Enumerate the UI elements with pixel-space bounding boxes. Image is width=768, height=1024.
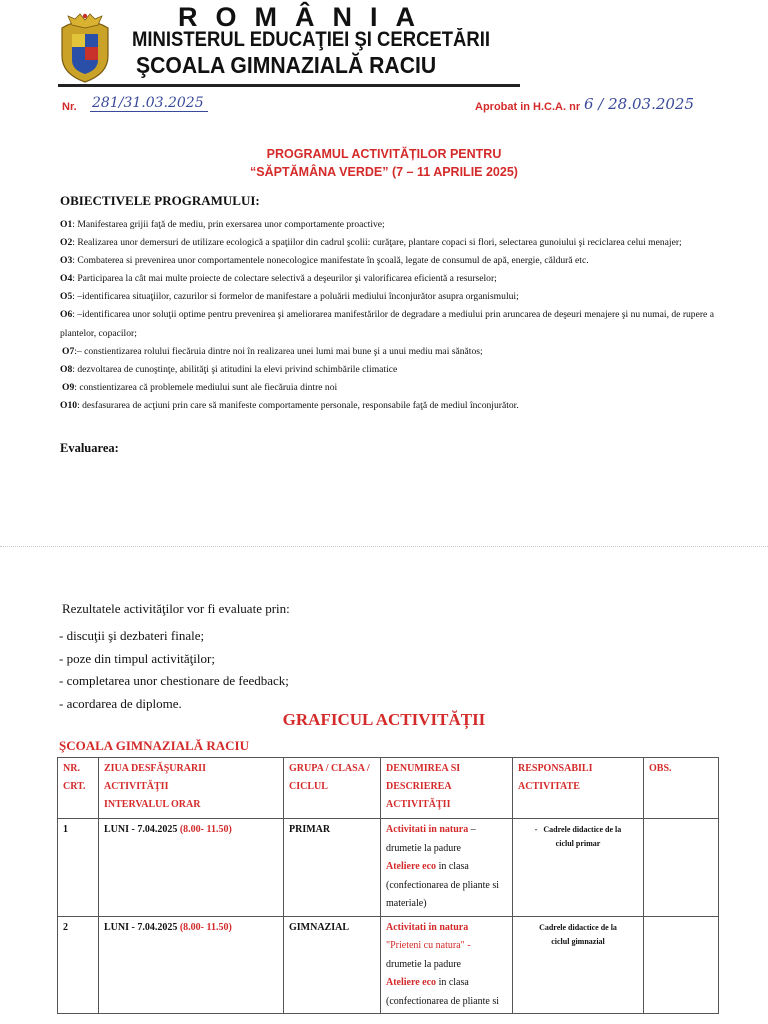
objective-code: O7 bbox=[62, 345, 75, 357]
schedule-title: GRAFICUL ACTIVITĂȚII bbox=[282, 710, 486, 729]
objective-code: O6 bbox=[60, 309, 73, 321]
objective-item bbox=[60, 397, 730, 415]
objective-text: : desfasurarea de acţiuni prin care să manifeste comportamente personale, responsabile faţă de mediul înconjurător. bbox=[77, 399, 519, 411]
romanian-coat-of-arms-icon bbox=[58, 10, 112, 84]
evaluation-intro: Rezultatele activităţilor vor fi evaluate prin: bbox=[62, 601, 290, 616]
objective-item bbox=[60, 252, 730, 270]
objective-code: O5 bbox=[60, 291, 73, 303]
table-header-row bbox=[58, 758, 719, 819]
program-title-line1: PROGRAMUL ACTIVITĂȚILOR PENTRU bbox=[266, 147, 502, 161]
row-group: PRIMAR bbox=[284, 819, 381, 917]
column-header-responsible: RESPONSABILI ACTIVITATE bbox=[513, 758, 644, 819]
objective-item bbox=[60, 234, 730, 252]
objective-code: O8 bbox=[60, 363, 73, 375]
objective-item bbox=[60, 361, 730, 379]
objective-item bbox=[60, 343, 730, 361]
approval-handwritten: 6 / 28.03.2025 bbox=[584, 95, 695, 113]
objective-code: O3 bbox=[60, 255, 73, 267]
table-row bbox=[58, 819, 719, 917]
row-obs bbox=[644, 916, 719, 1014]
objective-item bbox=[60, 216, 730, 234]
schedule-school-name: ŞCOALA GIMNAZIALĂ RACIU bbox=[59, 738, 249, 753]
column-header-nr: NR. CRT. bbox=[58, 758, 99, 819]
objective-text: : Manifestarea grijii faţă de mediu, prin exersarea unor comportamente proactive; bbox=[72, 219, 385, 230]
program-title-line2: “SĂPTĂMÂNA VERDE” (7 – 11 APRILIE 2025) bbox=[250, 165, 518, 179]
objective-text: : Combaterea si prevenirea unor comportamentele nonecologice manifestate în şcoală, legate de consumul de apă, energie, căldură etc. bbox=[72, 255, 589, 267]
objective-text: :– constientizarea rolului fiecăruia dintre noi în realizarea unei lumi mai bune şi a unui mediu mai sănătos; bbox=[74, 345, 483, 357]
evaluation-methods-list bbox=[59, 625, 289, 715]
evaluation-method: - discuţii şi dezbateri finale; bbox=[59, 628, 205, 643]
objective-code: O1 bbox=[60, 219, 73, 230]
table-row bbox=[58, 916, 719, 1014]
row-responsible: Cadrele didactice de la ciclul gimnazial bbox=[513, 916, 644, 1014]
evaluation-method: - poze din timpul activităţilor; bbox=[59, 650, 215, 666]
objective-text: : Participarea la cât mai multe proiecte de colectare selectivă a deşeurilor şi valorificarea eficientă a resurselor; bbox=[72, 273, 497, 285]
row-nr: 1 bbox=[58, 819, 99, 917]
objective-text: : –identificarea unor soluţii optime pentru prevenirea şi ameliorarea manifestărilor de degradare a mediului prin aruncarea de deşeuri menajere şi nu numai, de rupere a plantelor, copacilor; bbox=[60, 309, 714, 339]
column-header-day: ZIUA DESFĂŞURARII ACTIVITĂŢII INTERVALUL ORAR bbox=[99, 758, 284, 819]
objective-text: : dezvoltarea de cunoştinţe, abilităţi şi atitudini la elevi privind schimbările climatice bbox=[72, 363, 398, 375]
objective-code: O2 bbox=[60, 237, 73, 249]
header-divider bbox=[58, 84, 520, 87]
evaluation-method: - completarea unor chestionare de feedback; bbox=[59, 673, 289, 688]
dotted-divider bbox=[0, 546, 768, 547]
row-day: LUNI - 7.04.2025 (8.00- 11.50) bbox=[99, 916, 284, 1014]
objective-item bbox=[60, 306, 730, 342]
objective-code: O4 bbox=[60, 273, 73, 285]
row-responsible: - Cadrele didactice de la ciclul primar bbox=[513, 819, 644, 917]
objective-item bbox=[60, 379, 730, 397]
objective-item bbox=[60, 270, 730, 288]
row-activity: Activitati in natura "Prieteni cu natura" - drumetie la padure Ateliere eco in clasa (confectionarea de pliante si bbox=[381, 916, 513, 1014]
registration-number-handwritten: 281/31.03.2025 bbox=[90, 95, 208, 112]
objective-code: O9 bbox=[62, 381, 75, 393]
row-day: LUNI - 7.04.2025 (8.00- 11.50) bbox=[99, 819, 284, 917]
objective-code: O10 bbox=[60, 399, 78, 411]
row-time: (8.00- 11.50) bbox=[179, 921, 232, 933]
objectives-list bbox=[60, 216, 730, 415]
column-header-activity: DENUMIREA SI DESCRIEREA ACTIVITĂŢII bbox=[381, 758, 513, 819]
column-header-group: GRUPA / CLASA / CICLUL bbox=[284, 758, 381, 819]
row-obs bbox=[644, 819, 719, 917]
objective-text: : Realizarea unor demersuri de utilizare ecologică a spaţiilor din cadrul şcolii: curăţare, plantare copaci si flori, selectarea gunoiului şi reciclarea celui menajer; bbox=[72, 237, 682, 249]
row-group: GIMNAZIAL bbox=[284, 916, 381, 1014]
evaluation-heading: Evaluarea: bbox=[60, 441, 119, 455]
row-nr: 2 bbox=[58, 916, 99, 1014]
objectives-heading: OBIECTIVELE PROGRAMULUI: bbox=[60, 193, 260, 208]
evaluation-method: - acordarea de diplome. bbox=[59, 695, 182, 711]
objective-item bbox=[60, 288, 730, 306]
registration-number-label: Nr. bbox=[62, 101, 77, 113]
row-activity: Activitati in natura – drumetie la padure Ateliere eco in clasa (confectionarea de pliante si materiale) bbox=[381, 819, 513, 917]
ministry-heading: MINISTERUL EDUCAŢIEI ŞI CERCETĂRII bbox=[132, 28, 490, 51]
objective-text: : –identificarea situaţiilor, cazurilor si formelor de manifestare a poluării mediului înconjurător asupra organismului; bbox=[72, 291, 519, 303]
row-time: (8.00- 11.50) bbox=[179, 824, 232, 835]
column-header-obs: OBS. bbox=[644, 758, 719, 819]
school-heading: ŞCOALA GIMNAZIALĂ RACIU bbox=[136, 52, 437, 78]
country-heading: ROMÂNIA bbox=[178, 2, 433, 32]
approval-label: Aprobat in H.C.A. nr bbox=[475, 101, 581, 113]
activity-schedule-table bbox=[57, 757, 719, 1014]
objective-text: : constientizarea că problemele mediului sunt ale fiecăruia dintre noi bbox=[74, 381, 338, 393]
